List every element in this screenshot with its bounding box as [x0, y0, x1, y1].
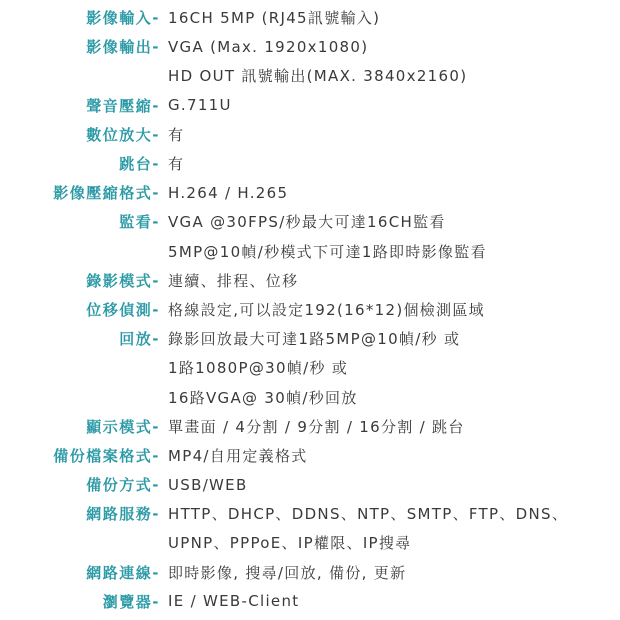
spec-row-backup-method: [0, 470, 620, 499]
spec-row-motion-detection: [0, 295, 620, 324]
spec-value: IE / WEB-Client: [168, 592, 300, 611]
spec-row-network-services: [0, 499, 620, 528]
spec-label: 顯示模式-: [86, 417, 160, 436]
spec-value: USB/WEB: [168, 475, 248, 494]
spec-row-sequence: [0, 149, 620, 178]
spec-list: [0, 3, 620, 616]
spec-label: 跳台-: [119, 155, 160, 174]
spec-value: 有: [168, 125, 185, 144]
spec-row-playback-cont-1: [0, 353, 620, 382]
spec-label: 監看-: [119, 213, 160, 232]
spec-label: 影像壓縮格式-: [53, 184, 160, 203]
spec-value: 16CH 5MP (RJ45訊號輸入): [168, 9, 381, 28]
spec-label: 影像輸出-: [86, 38, 160, 57]
spec-value: HD OUT 訊號輸出(MAX. 3840x2160): [168, 67, 468, 86]
spec-label: 備份方式-: [86, 476, 160, 495]
spec-value: VGA (Max. 1920x1080): [168, 37, 369, 56]
spec-row-audio-compression: [0, 91, 620, 120]
spec-label: 錄影模式-: [86, 271, 160, 290]
spec-label: 回放-: [119, 330, 160, 349]
spec-label: 網路連線-: [86, 563, 160, 582]
spec-row-video-output: [0, 32, 620, 61]
spec-value: VGA @30FPS/秒最大可達16CH監看: [168, 213, 446, 232]
spec-value: 單畫面 / 4分割 / 9分割 / 16分割 / 跳台: [168, 417, 465, 436]
spec-row-playback: [0, 324, 620, 353]
spec-value: 即時影像, 搜尋/回放, 備份, 更新: [168, 563, 407, 582]
spec-value: H.264 / H.265: [168, 183, 289, 202]
spec-row-network-connection: [0, 558, 620, 587]
spec-row-recording-mode: [0, 266, 620, 295]
spec-value: HTTP、DHCP、DDNS、NTP、SMTP、FTP、DNS、: [168, 505, 569, 524]
spec-value: UPNP、PPPoE、IP權限、IP搜尋: [168, 534, 412, 553]
spec-value: G.711U: [168, 96, 232, 115]
spec-row-playback-cont-2: [0, 382, 620, 411]
spec-value: 錄影回放最大可達1路5MP@10幀/秒 或: [168, 330, 461, 349]
spec-row-network-services-cont: [0, 528, 620, 557]
spec-row-browser: [0, 587, 620, 616]
spec-value: 16路VGA@ 30幀/秒回放: [168, 388, 358, 407]
spec-row-backup-format: [0, 441, 620, 470]
spec-value: 1路1080P@30幀/秒 或: [168, 359, 349, 378]
spec-row-display-mode: [0, 412, 620, 441]
spec-label: 數位放大-: [86, 125, 160, 144]
spec-row-compression-format: [0, 178, 620, 207]
spec-row-monitoring: [0, 207, 620, 236]
spec-label: 聲音壓縮-: [86, 96, 160, 115]
spec-label: 位移偵測-: [86, 300, 160, 319]
spec-value: 有: [168, 155, 185, 174]
spec-value: 格線設定,可以設定192(16*12)個檢測區域: [168, 300, 485, 319]
spec-row-video-input: [0, 3, 620, 32]
spec-row-video-output-cont: [0, 61, 620, 90]
spec-row-monitoring-cont: [0, 237, 620, 266]
spec-label: 影像輸入-: [86, 9, 160, 28]
spec-label: 備份檔案格式-: [53, 446, 160, 465]
spec-label: 瀏覽器-: [102, 592, 160, 611]
spec-value: MP4/自用定義格式: [168, 446, 308, 465]
spec-value: 連續、排程、位移: [168, 271, 299, 290]
spec-row-digital-zoom: [0, 120, 620, 149]
spec-value: 5MP@10幀/秒模式下可達1路即時影像監看: [168, 242, 487, 261]
spec-label: 網路服務-: [86, 505, 160, 524]
